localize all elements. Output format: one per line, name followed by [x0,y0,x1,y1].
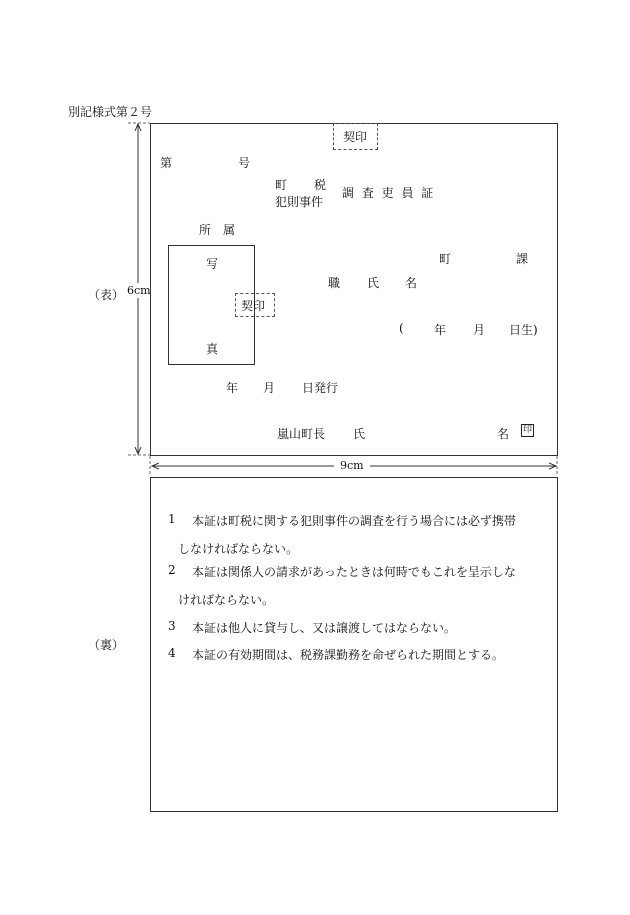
back-item-1-line1: 本証は町税に関する犯則事件の調査を行う場合には必ず携帯 [192,514,517,528]
issue-year: 年 [226,381,239,395]
title-machi: 町 [275,178,288,192]
issue-month: 月 [263,381,276,395]
issue-day: 日発行 [302,381,339,395]
title-hansoku-jiken: 犯則事件 [275,195,324,209]
mayor-seal-mark: 印 [522,425,532,435]
mayor-mei: 名 [497,427,510,441]
number-dai: 第 [160,156,173,170]
back-side-label: （裏） [88,638,125,652]
back-item-1-num: 1 [168,512,176,526]
form-title: 別記様式第２号 [68,105,153,119]
height-label: 6cm [127,284,151,297]
back-item-4-num: 4 [168,646,176,660]
name-shi: 氏 [367,276,380,290]
dept-ka: 課 [516,252,529,266]
role-label: 職 [328,276,341,290]
width-label: 9cm [334,459,370,472]
back-item-3-num: 3 [168,619,176,633]
birth-month: 月 [473,323,486,337]
dept-machi: 町 [439,252,452,266]
name-mei: 名 [405,276,418,290]
number-go: 号 [238,156,251,170]
photo-label-top: 写 [206,257,219,271]
back-item-2-num: 2 [168,563,176,577]
back-item-2-line1: 本証は関係人の請求があったときは何時でもこれを呈示しな [192,565,516,579]
mayor-title: 嵐山町長 [277,427,326,441]
birth-day: 日生) [509,323,538,337]
back-item-4-line1: 本証の有効期間は、税務課勤務を命ぜられた期間とする。 [192,648,505,662]
back-item-2-line2: ければならない。 [178,593,275,607]
seal-text-photo: 契印 [241,299,266,313]
seal-text-top: 契印 [343,130,368,144]
birth-open-paren: ( [399,321,404,335]
affiliation-label: 所 属 [199,223,236,237]
front-side-label: （表） [88,288,125,302]
title-zei: 税 [314,178,327,192]
back-item-1-line2: しなければならない。 [178,542,299,556]
mayor-shi: 氏 [353,427,366,441]
back-item-3-line1: 本証は他人に貸与し、又は譲渡してはならない。 [192,621,457,635]
card-title: 調 査 吏 員 証 [342,186,436,200]
birth-year: 年 [434,323,447,337]
photo-label-bottom: 真 [206,342,219,356]
